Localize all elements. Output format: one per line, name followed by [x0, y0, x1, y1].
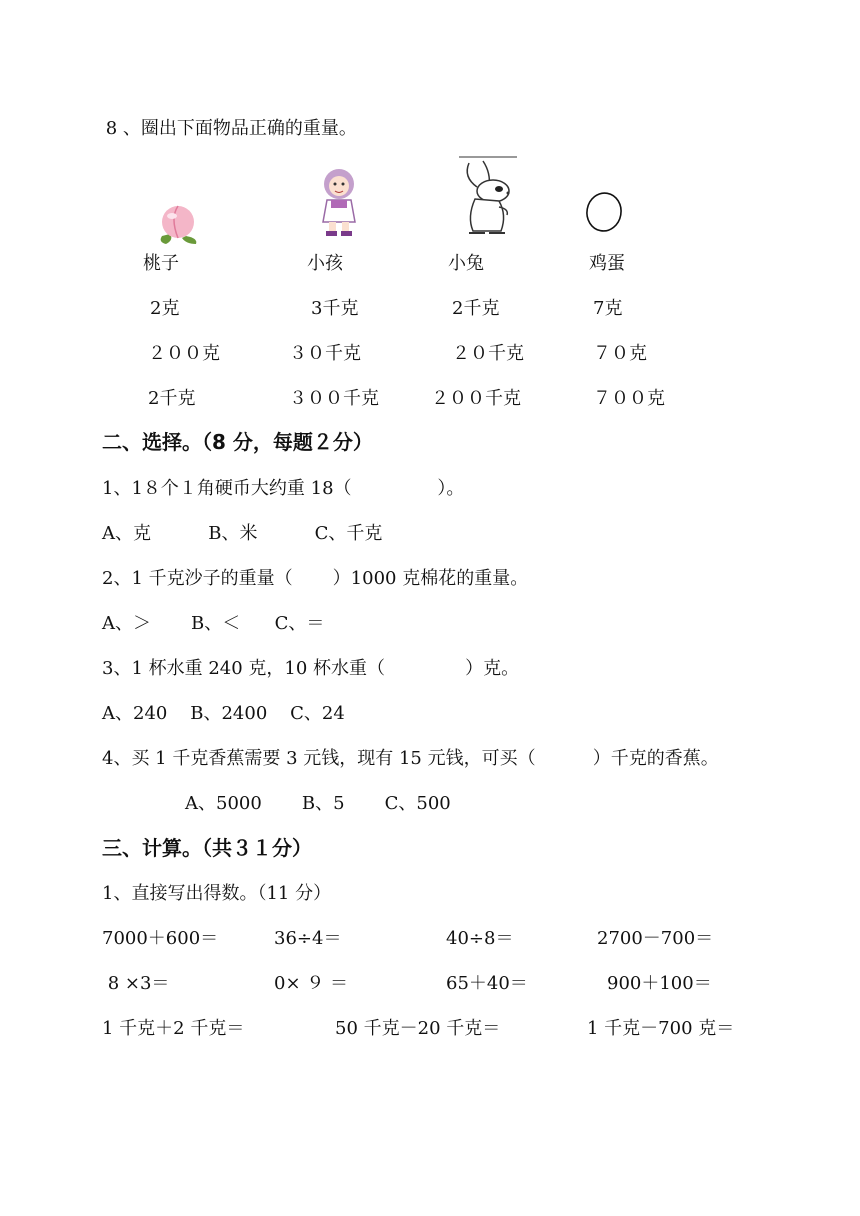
- calc-item: 1 千克＋2 千克＝: [102, 1018, 245, 1039]
- question-stem: 1、1８个１角硬币大约重 18（ ）。: [102, 478, 465, 499]
- calc-item: 7000＋600＝: [102, 928, 219, 949]
- question-stem: 4、买 1 千克香蕉需要 3 元钱，现有 15 元钱，可买（ ）千克的香蕉。: [102, 748, 719, 769]
- option-peach-1[interactable]: 2克: [150, 298, 180, 319]
- rabbit-icon: [455, 155, 519, 239]
- option-rabbit-1[interactable]: 2千克: [452, 298, 500, 319]
- item-label-egg: 鸡蛋: [589, 253, 625, 274]
- calc-item: 0× ９ ＝: [274, 973, 348, 994]
- option-egg-1[interactable]: 7克: [593, 298, 623, 319]
- option-peach-3[interactable]: 2千克: [148, 388, 196, 409]
- section2-heading: 二、选择。（8 分，每题２分）: [102, 430, 373, 454]
- option-child-2[interactable]: ３０千克: [289, 343, 361, 364]
- calc-item: 50 千克－20 千克＝: [335, 1018, 501, 1039]
- option-child-3[interactable]: ３００千克: [289, 388, 379, 409]
- question-choices[interactable]: A、＞ B、＜ C、＝: [102, 613, 325, 634]
- question-choices[interactable]: A、5000 B、5 C、500: [185, 793, 451, 814]
- calc-item: 900＋100＝: [607, 973, 712, 994]
- q8-title: 8 、圈出下面物品正确的重量。: [100, 118, 357, 139]
- calc-item: 2700－700＝: [597, 928, 714, 949]
- item-label-child: 小孩: [307, 253, 343, 274]
- option-egg-3[interactable]: ７００克: [593, 388, 665, 409]
- calc-item: 36÷4＝: [274, 928, 342, 949]
- item-label-peach: 桃子: [143, 253, 179, 274]
- question-choices[interactable]: A、240 B、2400 C、24: [102, 703, 345, 724]
- question-stem: 2、1 千克沙子的重量（ ）1000 克棉花的重量。: [102, 568, 529, 589]
- option-rabbit-3[interactable]: ２００千克: [431, 388, 521, 409]
- option-egg-2[interactable]: ７０克: [593, 343, 647, 364]
- option-rabbit-2[interactable]: ２０千克: [452, 343, 524, 364]
- egg-icon: [584, 190, 626, 234]
- section3-heading: 三、计算。（共３１分）: [102, 836, 312, 860]
- item-label-rabbit: 小兔: [448, 253, 484, 274]
- option-child-1[interactable]: 3千克: [311, 298, 359, 319]
- calc-item: 65＋40＝: [446, 973, 528, 994]
- subquestion-title: 1、直接写出得数。（11 分）: [102, 883, 332, 904]
- peach-icon: [156, 200, 200, 246]
- question-choices[interactable]: A、克 B、米 C、千克: [102, 523, 383, 544]
- option-peach-2[interactable]: ２００克: [148, 343, 220, 364]
- calc-item: 40÷8＝: [446, 928, 514, 949]
- question-stem: 3、1 杯水重 240 克，10 杯水重（ ）克。: [102, 658, 520, 679]
- calc-item: 1 千克－700 克＝: [587, 1018, 735, 1039]
- child-icon: [313, 166, 365, 238]
- calc-item: 8 ×3＝: [102, 973, 170, 994]
